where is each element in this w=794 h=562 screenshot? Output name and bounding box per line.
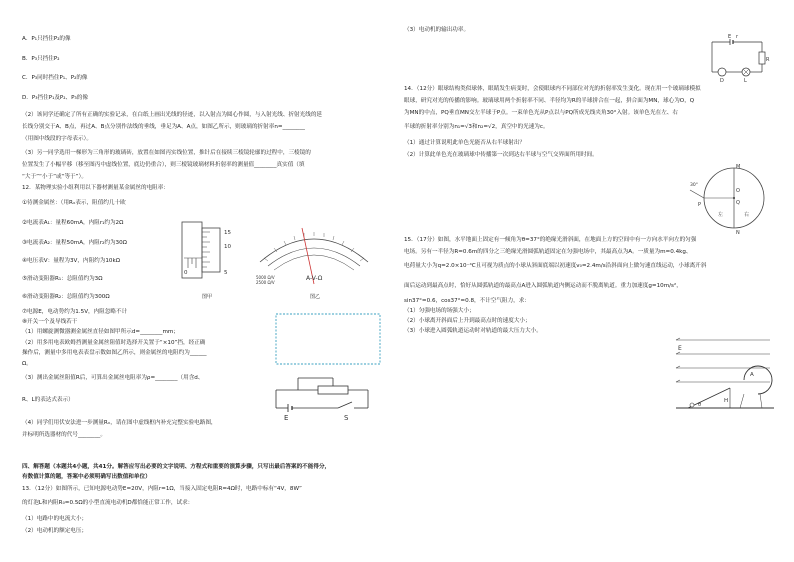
- figure-jia-caption: 图甲: [202, 294, 213, 300]
- sphere-label-P: P: [698, 202, 702, 208]
- meter-sub1: 5000 Ω/V: [256, 275, 275, 280]
- q14-sphere-figure: [688, 160, 778, 236]
- q15-line5: sin37°=0.6，cos37°=0.8，不计空气阻力，求：: [404, 298, 530, 304]
- q15-incline-figure: [674, 332, 778, 418]
- q13-label-L: L: [744, 78, 747, 84]
- sphere-label-left: 左: [718, 212, 724, 218]
- switch-lever: [338, 402, 352, 408]
- incline-label-H: H: [724, 398, 729, 404]
- q13-label-E: E: [728, 34, 732, 40]
- q12-part1: （1）用螺旋测微器测金属丝直径如图甲所示d=________mm；: [22, 329, 179, 335]
- q11-part2-line1: （2）该同学还确定了所有正确的实验记录，在白纸上画出光线的径迹，以入射点为圆心作圆，与入射光线、折射光线的延: [22, 112, 323, 118]
- q12-material-4: ④电压表V：量程为3V，内阻约为10kΩ: [22, 258, 120, 264]
- q15-part3: （3）小球进入圆弧轨道运动时对轨道的最大压力大小。: [404, 328, 542, 334]
- sphere-label-right: 右: [744, 212, 750, 218]
- sphere-label-M: M: [736, 164, 741, 170]
- q12-circuit-figure: [268, 312, 388, 422]
- micrometer-tick-5: 5: [224, 270, 228, 276]
- q14-line1: 14．（12分）眼球结构类似球体，眼睛发生病变时，会使眼球内不同部位对光的折射率发生变化。现在用一个玻璃球模拟: [404, 86, 701, 92]
- q11-part3-line1: （3）另一同学选用一梯形为三角形的玻璃砖，放置在如图丙实线位置，推针后在接续三棱镜轮廓的过程中，三棱镜的: [22, 150, 311, 156]
- multimeter-dial-figure: [254, 222, 374, 292]
- q13-part2: （2）电动机的额定电压；: [22, 528, 88, 534]
- option-a: A．P₁只挡住P₂的像: [22, 36, 71, 42]
- sphere-label-Q: Q: [736, 200, 740, 206]
- q12-part4-line2: 并标明所选器材的代号________。: [22, 432, 106, 438]
- circuit-label-S: S: [344, 414, 349, 422]
- sphere-label-O: O: [736, 188, 740, 194]
- q14-part1: （1）通过计算说明此单色光能否从右半球射出？: [404, 140, 526, 146]
- q12-part2-line1: （2）用多用电表欧姆挡测量金属丝阻值时选择开关置于“×10”挡，经正确: [22, 340, 206, 346]
- q12-part3-line1: （3）测出金属丝阻值R后，可算出金属丝电阻率为ρ=________（用含d、: [22, 375, 204, 381]
- q13-line2: 的灯泡L和内阻R₀=0.5Ω的小型直流电动机D都恰能正常工作，试求：: [22, 500, 194, 506]
- q12-material-7: ⑦电源E，电动势约为1.5V，内阻忽略不计: [22, 309, 128, 315]
- q13-label-r: r: [736, 34, 739, 40]
- q14-line3: 为MN的中点，PQ垂直MN交左半球于P点。一束单色光从P点以与PQ所成光线夹角30°入射。该单色光在左、右: [404, 110, 678, 116]
- micrometer-tick-0: 0: [184, 270, 188, 276]
- q11-part3-line3: “大于”“小于”或“等于”）。: [22, 174, 87, 180]
- q14-line4: 半球的折射率分别为n₁=√3和n₂=√2，真空中的光速为c。: [404, 124, 549, 130]
- q12-material-2: ②电流表A₁：量程60mA，内阻r₁约为2Ω: [22, 220, 124, 226]
- q12-stem: 12．某物理实验小组利用以下器材测量某金属丝的电阻率：: [22, 185, 169, 191]
- q14-line2: 眼球，研究对光的传播的影响。玻璃球用两个折射率不同、半径均为R的半球拼合在一起，拼合面为MN，球心为O，Q: [404, 98, 695, 104]
- q15-line4: 面后运动到最高点时，恰好从圆弧轨道的最高点A进入圆弧轨道内侧运动而不脱离轨道。重力加速度g=10m/s²，: [404, 283, 682, 289]
- section4-heading: 四、解答题（本题共4小题，共41分。解答应写出必要的文字说明、方程式和重要的演算步骤，只写出最后答案的不能得分，: [22, 464, 331, 470]
- q15-part1: （1）匀强电场的场强大小；: [404, 308, 475, 314]
- incline-label-theta: θ: [698, 402, 702, 408]
- q15-line3: 电荷量大小为q=2.0×10⁻⁴C且可视为质点的小球从斜面底端以初速度v₀=2.4m/s沿斜面向上做匀速直线运动，小球离开斜: [404, 263, 707, 269]
- q13-line1: 13．（12分）如图所示，已知电源电动势E=20V，内阻r=1Ω，当接入固定电阻R=4Ω时，电路中标有“4V，8W”: [22, 486, 302, 492]
- circuit-label-E: E: [284, 414, 289, 422]
- q15-part2: （2）小球离开斜面后上升到最高点时的速度大小；: [404, 318, 531, 324]
- q15-line1: 15．（17分）如图，水平地面上固定有一倾角为θ=37°的绝缘光滑斜面，在地面上方的空间中有一方向水平向左的匀强: [404, 237, 697, 243]
- q11-part2-line2: 长线分别交于A、B点，再过A、B点分别作法线的垂线，垂足为A、A点，如图乙所示，则玻璃的折射率n=________: [22, 124, 305, 130]
- q12-part4-line1: （4）同学们用伏安法进一步测量Rₓ，请在图中虚线框内补充完整实验电路图，: [22, 420, 217, 426]
- option-b: B．P₃只挡住P₂: [22, 56, 60, 62]
- micrometer-tick-15: 15: [224, 230, 231, 236]
- figure-yi-caption: 图乙: [310, 294, 321, 300]
- micrometer-figure: [180, 218, 240, 290]
- meter-sub2: 2500 Ω/V: [256, 280, 275, 285]
- q12-part2-line3: Ω。: [22, 361, 32, 367]
- micrometer-tick-10: 10: [224, 244, 231, 250]
- q13-part1: （1）电路中的电流大小；: [22, 516, 88, 522]
- meter-label: A-V-Ω: [306, 275, 323, 282]
- q12-material-3: ③电流表A₂：量程50mA，内阻r₂约为30Ω: [22, 240, 127, 246]
- q13-part3: （3）电动机的输出功率。: [404, 27, 470, 33]
- q13-label-R: R: [766, 57, 770, 63]
- sphere-angle: 30°: [690, 183, 698, 188]
- q14-part2: （2）计算此单色光在玻璃球中传播第一次到达右半球与空气交界面所用时间。: [404, 152, 598, 158]
- q11-part2-line3: （用图中线段的字母表示）。: [22, 136, 92, 142]
- sphere-label-N: N: [736, 230, 740, 236]
- q12-material-5: ⑤滑动变阻器R₁：总阻值约为3Ω: [22, 276, 103, 282]
- q13-circuit-figure: [706, 34, 770, 84]
- q15-line2: 电场。另有一半径为R=0.6m的四分之三绝缘光滑圆弧轨道固定在匀强电场中，其最高点为A。一质量为m=0.4kg、: [404, 249, 692, 255]
- section4-heading-line2: 有数值计算的题，答案中必须明确写出数值和单位）: [22, 474, 151, 480]
- q13-label-D: D: [720, 78, 724, 84]
- option-c: C．P₃同时挡住P₁、P₂的像: [22, 75, 88, 81]
- option-d: D．P₃挡住P₁及P₂、P₃的像: [22, 95, 88, 101]
- q12-material-6: ⑥滑动变阻器R₂：总阻值约为300Ω: [22, 294, 110, 300]
- dashed-answer-box[interactable]: [276, 314, 380, 364]
- incline-label-E: E: [678, 345, 682, 352]
- incline-label-A: A: [750, 372, 754, 378]
- q12-part2-line2: 操作后，测量中多用电表表盘示数如图乙所示，则金属丝的电阻约为______: [22, 350, 207, 356]
- q11-part3-line2: 位置发生了小幅平移（移至图丙中虚线位置，底边仍重合），则三棱镜玻璃材料折射率的测量值________真实值（填: [22, 162, 305, 168]
- q12-material-8: ⑧开关一个及导线若干: [22, 319, 78, 325]
- q12-material-1: ①待测金属丝：（用Rₓ表示，阻值约几十欧: [22, 200, 126, 206]
- q12-part3-line2: R、L的表达式表示）: [22, 397, 74, 403]
